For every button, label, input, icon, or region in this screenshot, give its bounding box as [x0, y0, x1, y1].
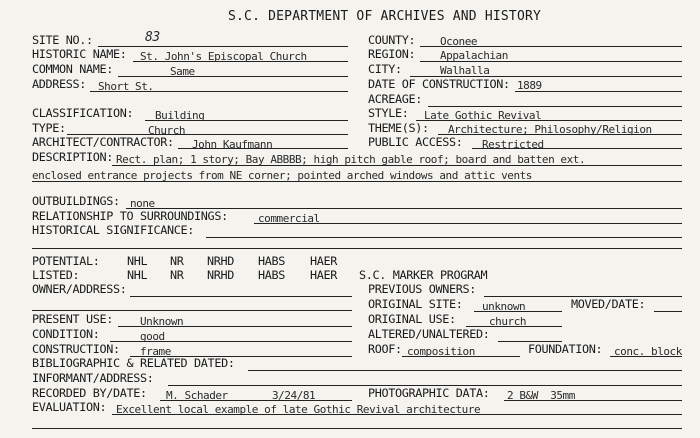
common-name-value: Same: [170, 65, 195, 78]
description-line1: Rect. plan; 1 story; Bay ABBBB; high pitch gable roof; board and batten ext.: [116, 153, 586, 166]
significance-label: HISTORICAL SIGNIFICANCE:: [32, 223, 195, 237]
site-no-label: SITE NO.:: [32, 33, 93, 47]
theme-value: Architecture; Philosophy/Religion: [448, 123, 652, 136]
historic-name-value: St. John's Episcopal Church: [140, 50, 307, 63]
informant-label: INFORMANT/ADDRESS:: [32, 371, 154, 385]
county-label: COUNTY:: [368, 33, 416, 47]
style-line: [416, 120, 682, 121]
photographic-label: PHOTOGRAPHIC DATA:: [368, 386, 490, 400]
description-line-2: [32, 181, 682, 182]
site-no-value: 83: [145, 30, 160, 45]
form-title: S.C. DEPARTMENT OF ARCHIVES AND HISTORY: [228, 9, 542, 24]
architect-line: [178, 148, 348, 149]
potential-nr: NR: [170, 254, 184, 268]
style-value: Late Gothic Revival: [424, 109, 542, 122]
foundation-value: conc. block: [614, 345, 682, 358]
photographic-value: 2 B&W 35mm: [507, 389, 575, 402]
site-no-line: [98, 46, 348, 47]
outbuildings-value: none: [130, 197, 155, 210]
owner-address-line: [130, 296, 352, 297]
date-construction-value: 1889: [517, 79, 542, 92]
address-value: Short St.: [98, 80, 154, 93]
relationship-value: commercial: [258, 212, 320, 225]
outbuildings-label: OUTBUILDINGS:: [32, 194, 120, 208]
roof-line: [402, 356, 520, 357]
foundation-line: [610, 356, 682, 357]
style-label: STYLE:: [368, 106, 409, 120]
potential-label: POTENTIAL:: [32, 254, 100, 268]
listed-haer: HAER: [310, 268, 338, 282]
relationship-label: RELATIONSHIP TO SURROUNDINGS:: [32, 209, 228, 223]
relationship-line: [254, 223, 682, 224]
roof-value: composition: [407, 345, 475, 358]
condition-value: good: [140, 330, 165, 343]
city-label: CITY:: [368, 62, 402, 76]
present-use-line: [118, 326, 352, 327]
moved-date-label: MOVED/DATE:: [571, 297, 646, 311]
date-construction-label: DATE OF CONSTRUCTION:: [368, 77, 510, 91]
significance-line: [206, 237, 682, 238]
date-construction-line: [515, 91, 682, 92]
moved-date-line: [654, 311, 682, 312]
condition-label: CONDITION:: [32, 327, 100, 341]
construction-label: CONSTRUCTION:: [32, 342, 120, 356]
common-name-label: COMMON NAME:: [32, 62, 114, 76]
type-label: TYPE:: [32, 121, 66, 135]
foundation-label: FOUNDATION:: [528, 342, 603, 356]
listed-label: LISTED:: [32, 268, 80, 282]
listed-nrhd: NRHD: [207, 268, 235, 282]
theme-line: [438, 134, 682, 135]
original-site-value: unknown: [482, 300, 526, 313]
owner-address-line-2: [32, 310, 352, 311]
public-access-line: [472, 148, 682, 149]
altered-label: ALTERED/UNALTERED:: [368, 327, 490, 341]
address-label: ADDRESS:: [32, 77, 87, 91]
construction-value: frame: [140, 345, 171, 358]
classification-line: [145, 120, 348, 121]
original-site-label: ORIGINAL SITE:: [368, 297, 463, 311]
classification-label: CLASSIFICATION:: [32, 106, 134, 120]
recorded-by-value: M. Schader: [166, 389, 228, 402]
previous-owners-label: PREVIOUS OWNERS:: [368, 282, 477, 296]
common-name-line: [118, 76, 348, 77]
acreage-label: ACREAGE:: [368, 92, 423, 106]
description-label: DESCRIPTION:: [32, 150, 114, 164]
condition-line: [110, 341, 352, 342]
photographic-line: [504, 400, 682, 401]
listed-nr: NR: [170, 268, 184, 282]
recorded-date-value: 3/24/81: [272, 389, 316, 402]
region-line: [420, 61, 682, 62]
bibliographic-line: [248, 370, 682, 371]
listed-nhl: NHL: [127, 268, 148, 282]
evaluation-line: [112, 414, 682, 415]
original-use-label: ORIGINAL USE:: [368, 312, 456, 326]
evaluation-label: EVALUATION:: [32, 400, 107, 414]
historic-name-label: HISTORIC NAME:: [32, 47, 127, 61]
type-value: Church: [148, 124, 186, 137]
owner-address-label: OWNER/ADDRESS:: [32, 282, 127, 296]
county-line: [420, 46, 682, 47]
original-site-line: [474, 311, 562, 312]
historic-name-line: [133, 61, 348, 62]
evaluation-line-2: [32, 428, 682, 429]
description-line2: enclosed entrance projects from NE corner; pointed arched windows and attic vents: [32, 169, 532, 182]
roof-label: ROOF:: [368, 342, 402, 356]
listed-habs: HABS: [258, 268, 286, 282]
architect-label: ARCHITECT/CONTRACTOR:: [32, 135, 174, 149]
county-value: Oconee: [440, 35, 478, 48]
bibliographic-label: BIBLIOGRAPHIC & RELATED DATED:: [32, 356, 235, 370]
architect-value: John Kaufmann: [192, 138, 273, 151]
evaluation-value: Excellent local example of late Gothic Revival architecture: [116, 403, 481, 416]
public-access-value: Restricted: [482, 138, 544, 151]
theme-label: THEME(S):: [368, 121, 429, 135]
public-access-label: PUBLIC ACCESS:: [368, 135, 463, 149]
present-use-value: Unknown: [140, 315, 184, 328]
significance-line-2: [32, 248, 682, 249]
marker-program-label: S.C. MARKER PROGRAM: [359, 268, 488, 282]
present-use-label: PRESENT USE:: [32, 312, 114, 326]
potential-nhl: NHL: [127, 254, 148, 268]
address-line: [90, 91, 348, 92]
region-label: REGION:: [368, 47, 416, 61]
classification-value: Building: [155, 109, 205, 122]
recorded-by-label: RECORDED BY/DATE:: [32, 386, 147, 400]
original-use-value: church: [489, 315, 527, 328]
acreage-line: [428, 106, 682, 107]
city-value: Walhalla: [440, 64, 490, 77]
recorded-by-line: [160, 400, 352, 401]
region-value: Appalachian: [440, 49, 508, 62]
potential-nrhd: NRHD: [207, 254, 235, 268]
potential-haer: HAER: [310, 254, 338, 268]
potential-habs: HABS: [258, 254, 286, 268]
description-line: [112, 165, 682, 166]
